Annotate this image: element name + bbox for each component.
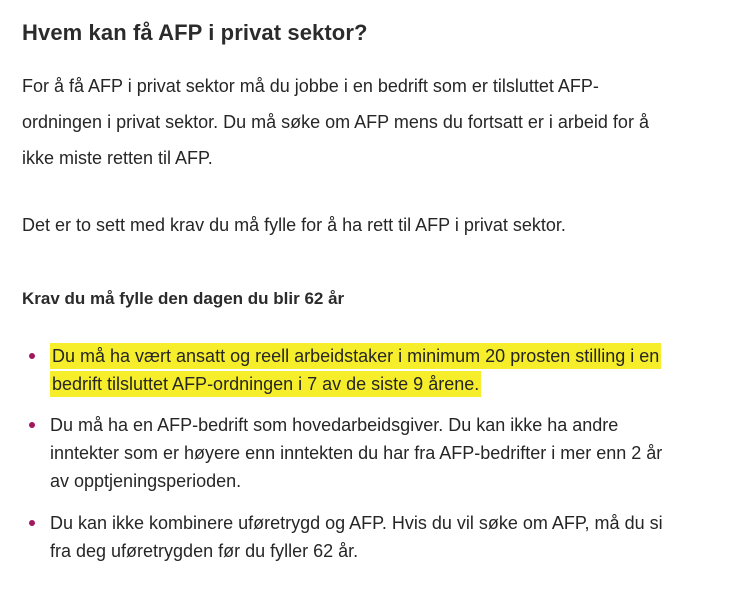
list-item bbox=[22, 509, 680, 565]
bullet-icon bbox=[29, 422, 35, 428]
requirements-subtitle: Krav du må fylle den dagen du blir 62 år bbox=[22, 289, 345, 308]
requirement-text: Du må ha en AFP-bedrift som hovedarbeidsgiver. Du kan ikke ha andre inntekter som er høyere enn inntekten du har fra AFP-bedrifter i mer enn 2 år av opptjeningsperioden. bbox=[50, 415, 663, 491]
list-item bbox=[22, 411, 680, 495]
bullet-icon bbox=[29, 353, 35, 359]
bullet-icon bbox=[29, 520, 35, 526]
section-title: Hvem kan få AFP i privat sektor? bbox=[22, 20, 368, 45]
list-item bbox=[22, 342, 680, 398]
requirement-text: Du kan ikke kombinere uføretrygd og AFP. Hvis du vil søke om AFP, må du si fra deg uføretrygden før du fyller 62 år. bbox=[50, 513, 663, 561]
requirements-intro-paragraph: Det er to sett med krav du må fylle for å ha rett til AFP i privat sektor. bbox=[22, 215, 566, 235]
highlighted-requirement-text: Du må ha vært ansatt og reell arbeidstaker i minimum 20 prosten stilling i en bedrift tilsluttet AFP-ordningen i 7 av de siste 9 årene. bbox=[50, 343, 661, 397]
intro-paragraph: For å få AFP i privat sektor må du jobbe i en bedrift som er tilsluttet AFP-ordningen i privat sektor. Du må søke om AFP mens du fortsatt er i arbeid for å ikke miste retten til AFP. bbox=[22, 76, 649, 168]
